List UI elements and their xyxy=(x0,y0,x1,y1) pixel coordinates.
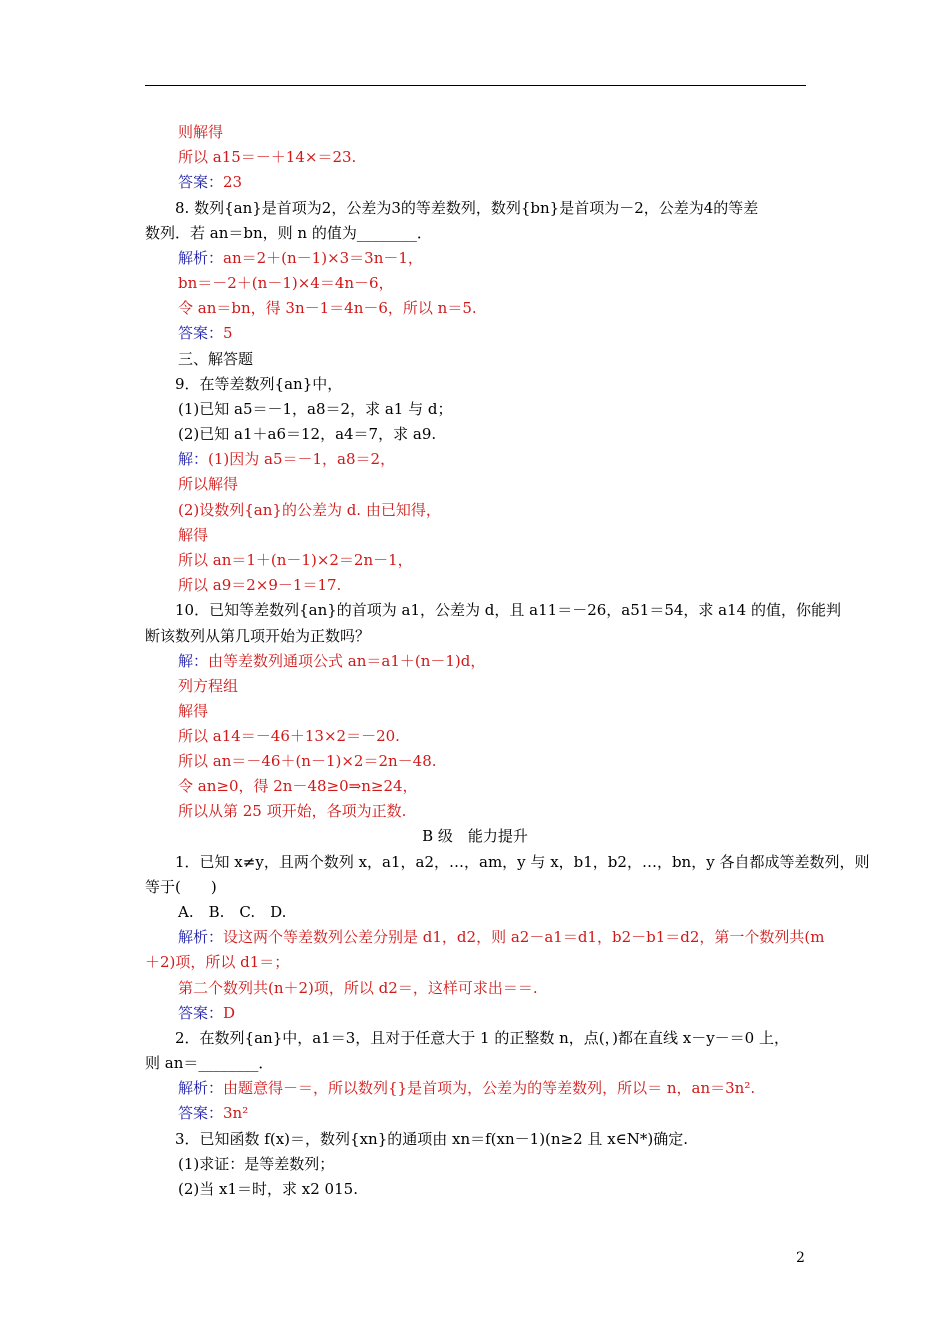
answer-text: 23 xyxy=(223,173,243,191)
answer-label: 答案： xyxy=(178,1004,224,1022)
answer-text: 由题意得－＝，所以数列{}是首项为，公差为的等差数列，所以＝ n，an＝3n². xyxy=(223,1079,756,1097)
text-line xyxy=(178,248,423,268)
text-line: 10．已知等差数列{an}的首项为 a1，公差为 d，且 a11＝－26，a51＝54，求 a14 的值，你能判 xyxy=(175,601,841,619)
text-line: 所以解得 xyxy=(178,475,239,493)
text-line: 所以 a9＝2×9－1＝17. xyxy=(178,576,342,594)
text-line: ＋2)项，所以 d1＝； xyxy=(145,953,290,971)
text-line: (1)已知 a5＝－1，a8＝2，求 a1 与 d； xyxy=(178,400,453,418)
text-line: (2)设数列{an}的公差为 d. 由已知得， xyxy=(178,501,441,519)
page-number: 2 xyxy=(796,1250,805,1266)
text-line: 所以 a14＝－46＋13×2＝－20. xyxy=(178,727,400,745)
answer-label: 解析： xyxy=(178,928,224,946)
text-line: (2)当 x1＝时，求 x2 015. xyxy=(178,1180,358,1198)
text-line: 所以从第 25 项开始，各项为正数. xyxy=(178,802,407,820)
text-line: 令 an＝bn，得 3n－1＝4n－6，所以 n＝5. xyxy=(178,299,477,317)
answer-text: D xyxy=(223,1004,236,1022)
text-line: B 级 能力提升 xyxy=(422,827,528,845)
text-line xyxy=(178,172,242,192)
text-line xyxy=(178,1003,235,1023)
text-line xyxy=(178,1103,248,1123)
answer-label: 答案： xyxy=(178,324,224,342)
text-line: 8. 数列{an}是首项为2，公差为3的等差数列，数列{bn}是首项为－2，公差为4的等差 xyxy=(175,199,759,217)
text-line: 所以 an＝－46＋(n－1)×2＝2n－48. xyxy=(178,752,437,770)
answer-text: (1)因为 a5＝－1，a8＝2， xyxy=(208,450,396,468)
text-line: 等于( ) xyxy=(145,878,217,896)
text-line xyxy=(178,449,395,469)
text-line: 1．已知 x≠y，且两个数列 x，a1，a2，…，am，y 与 x，b1，b2，…，bn，y 各自都成等差数列，则 xyxy=(175,853,870,871)
answer-text: an＝2＋(n－1)×3＝3n－1， xyxy=(223,249,423,267)
text-line: 则解得 xyxy=(178,123,224,141)
text-line xyxy=(178,1078,755,1098)
answer-label: 解析： xyxy=(178,249,224,267)
answer-label: 答案： xyxy=(178,173,224,191)
header-rule xyxy=(145,85,806,86)
text-line: (2)已知 a1＋a6＝12，a4＝7，求 a9. xyxy=(178,425,437,443)
text-line xyxy=(178,651,485,671)
text-line: 三、解答题 xyxy=(178,350,254,368)
text-line xyxy=(178,927,824,947)
answer-label: 答案： xyxy=(178,1104,224,1122)
answer-text: 5 xyxy=(223,324,233,342)
text-line: 解得 xyxy=(178,526,209,544)
text-line: 所以 an＝1＋(n－1)×2＝2n－1， xyxy=(178,551,413,569)
text-line: 断该数列从第几项开始为正数吗？ xyxy=(145,627,371,645)
text-line: 所以 a15＝－＋14×＝23. xyxy=(178,148,357,166)
answer-label: 解： xyxy=(178,450,209,468)
text-line: bn＝－2＋(n－1)×4＝4n－6， xyxy=(178,274,394,292)
text-line: 数列．若 an＝bn，则 n 的值为________． xyxy=(145,224,432,242)
text-line: 3．已知函数 f(x)＝，数列{xn}的通项由 xn＝f(xn－1)(n≥2 且 x∈N*)确定. xyxy=(175,1130,689,1148)
text-line: 令 an≥0，得 2n－48≥0⇒n≥24， xyxy=(178,777,418,795)
answer-label: 解析： xyxy=(178,1079,224,1097)
text-line: 列方程组 xyxy=(178,677,239,695)
text-line: 2．在数列{an}中，a1＝3，且对于任意大于 1 的正整数 n，点(，)都在直线 x－y－＝0 上， xyxy=(175,1029,789,1047)
text-line: 第二个数列共(n＋2)项，所以 d2＝，这样可求出＝＝. xyxy=(178,979,538,997)
text-line: 解得 xyxy=(178,702,209,720)
text-line: (1)求证：是等差数列； xyxy=(178,1155,335,1173)
answer-label: 解： xyxy=(178,652,209,670)
text-line: 9．在等差数列{an}中， xyxy=(175,375,343,393)
text-line xyxy=(178,323,233,343)
answer-text: 设这两个等差数列公差分别是 d1，d2，则 a2－a1＝d1，b2－b1＝d2，第一个数列共(m xyxy=(223,928,825,946)
answer-text: 3n² xyxy=(223,1104,249,1122)
text-line: A. B. C. D. xyxy=(178,903,287,921)
text-line: 则 an＝________． xyxy=(145,1054,274,1072)
answer-text: 由等差数列通项公式 an＝a1＋(n－1)d， xyxy=(208,652,486,670)
